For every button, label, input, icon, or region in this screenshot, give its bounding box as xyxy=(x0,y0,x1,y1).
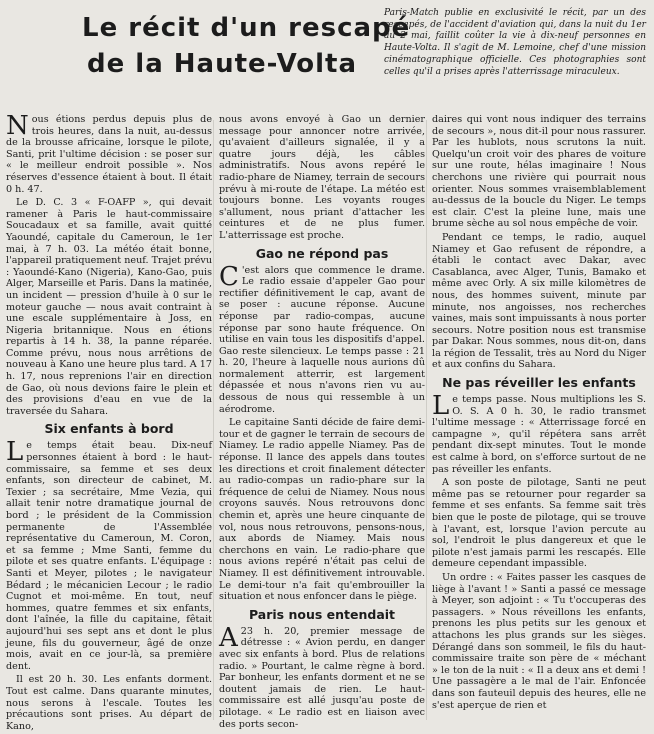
subheading: Paris nous entendait xyxy=(248,606,396,622)
paragraph: A 23 h. 20, premier message de détresse : « Avion perdu, en danger avec six enfants à bord. Plus de relations radio. » Pourtant, le calme règne à bord. Par bonheur, les enfants dorment et ne se doutent jamais de rien. Le haut-commissaire est allé jusqu'au poste de pilotage. « Le radio est en liaison avec des ports secon- xyxy=(219,622,425,730)
column-3 xyxy=(432,114,646,713)
paragraph: A son poste de pilotage, Santi ne peut même pas se retourner pour regarder sa femme et ses enfants. Sa femme sait très bien que le poste de pilotage, qui se trouve à l'avant, est, lorsque l'avion percute au sol, l'endroit le plus dangereux et que le pilote n'est jamais parmi les rescapés. Elle demeure cependant impassible. xyxy=(432,477,646,570)
column-gutter xyxy=(213,120,214,720)
column-gutter xyxy=(426,120,427,720)
column-1 xyxy=(6,111,212,734)
headline-line-1: Le récit d'un rescapé xyxy=(82,13,411,43)
headline-line-2: de la Haute-Volta xyxy=(86,49,358,79)
subheading: Gao ne répond pas xyxy=(255,245,389,261)
paragraph: C 'est alors que commence le drame. Le radio essaie d'appeler Gao pour rectifier définitivement le cap, avant de se poser : aucune réponse. Aucune réponse par radio-compas, aucune réponse par sono haute fréquence. On utilise en vain tous les dispositifs d'appel. Gao reste silencieux. Le temps passe : 21 h. 20, l'heure à laquelle nous aurions dû normalement atterrir, est largement dépassée et nous n'avons rien vu au-dessous de nous qui ressemble à un aérodrome. xyxy=(219,261,425,415)
paragraph: Le temps était beau. Dix-neuf personnes étaient à bord : le haut-commissaire, sa femme et ses deux enfants, son directeur de cabinet, M. Texier ; sa secrétaire, Mme Vezia, qui allait tenir notre dramatique journal de bord ; le président de la Commission permanente de l'Assemblée représentative du Cameroun, M. Coron, et sa femme ; Mme Santi, femme du pilote et ses quatre enfants. L'équipage : Santi et Meyer, pilotes ; le navigateur Bédard ; le mécanicien Lecour ; le radio Cugnot et moi-même. En tout, neuf hommes, quatre femmes et six enfants, dont l'aînée, la fille du capitaine, fêtait aujourd'hui ses sept ans et dont le plus jeune, fils du gouverneur, âgé de onze mois, avait en ce jour-là, sa première dent. xyxy=(6,437,212,672)
paragraph: Le capitaine Santi décide de faire demi-tour et de gagner le terrain de secours de Niamey. Le radio appelle Niamey. Pas de réponse. Il lance des appels dans toutes les directions et croit finalement détecter au radio-compas un radio-phare sur la fréquence de celui de Niamey. Nous nous croyons sauvés. Nous retrouvons donc chemin et, après une heure cinquante de vol, nous nous retrouvons, pensons-nous, aux abords de Niamey. Mais nous cherchons en vain. Le radio-phare que nous avions repéré n'était pas celui de Niamey. Il est définitivement introuvable. Le demi-tour n'a fait qu'embrouiller la situation et nous enfoncer dans le piège. xyxy=(219,417,425,603)
paragraph: Le temps passe. Nous multiplions les S. O. S. A 0 h. 30, le radio transmet l'ultime message : « Atterrissage forcé en campagne », qu'il répétera sans arrêt pendant dix-sept minutes. Tout le monde est calme à bord, on s'efforce surtout de ne pas réveiller les enfants. xyxy=(432,391,646,475)
drop-cap: A xyxy=(219,622,238,653)
paragraph: Nous étions perdus depuis plus de trois heures, dans la nuit, au-dessus de la brousse africaine, lorsque le pilote, Santi, prit l'ultime décision : se poser sur « le meilleur endroit possible ». Nos réserves d'essence étaient à bout. Il était 0 h. 47. xyxy=(6,111,212,195)
drop-cap: N xyxy=(6,111,29,141)
paragraph: Il est 20 h. 30. Les enfants dorment. Tout est calme. Dans quarante minutes, nous serons à l'escale. Toutes les précautions sont prises. Au départ de Kano, xyxy=(6,674,212,732)
subheading: Six enfants à bord xyxy=(44,421,174,437)
column-2 xyxy=(219,114,425,732)
intro-paragraph: Paris-Match publie en exclusivité le récit, par un des rescapés, de l'accident d'aviation qui, dans la nuit du 1er au 2 mai, faillit coûter la vie à dix-neuf personnes en Haute-Volta. Il s'agit de M. Lemoine, chef d'une mission cinématographique officielle. Ces photographies sont celles qu'il a prises après l'atterrissage miraculeux. xyxy=(384,8,646,77)
drop-cap: L xyxy=(6,437,24,468)
drop-cap: L xyxy=(432,391,450,422)
paragraph: Un ordre : « Faites passer les casques de liège à l'avant ! » Santi a passé ce message à Meyer, son adjoint : « Tu t'occuperas des passagers. » Nous réveillons les enfants, prenons les plus petits sur les genoux et attachons les plus grands sur les sièges. Dérangé dans son sommeil, le fils du haut-commissaire traite son père de « méchant » le ton de la nuit : « Il a deux ans et demi ! Une passagère a le mal de l'air. Enfoncée dans son fauteuil depuis des heures, elle ne s'est aperçue de rien et xyxy=(432,571,646,711)
paragraph: Pendant ce temps, le radio, auquel Niamey et Gao refusent de répondre, a établi le contact avec Dakar, avec Casablanca, avec Alger, Tunis, Bamako et même avec Orly. A six mille kilomètres de nous, des hommes suivent, minute par minute, nos angoisses, nos recherches vaines, mais sont impuissants à nous porter secours. Notre position nous est transmise par Dakar. Nous sommes, nous dit-on, dans la région de Tessalit, très au Nord du Niger et aux confins du Sahara. xyxy=(432,231,646,371)
paragraph: Le D. C. 3 « F-OAFP », qui devait ramener à Paris le haut-commissaire Soucadaux et sa famille, avait quitté Yaoundé, capitale du Cameroun, le 1er mai, à 7 h. 03. La météo était bonne, l'appareil pratiquement neuf. Trajet prévu : Yaoundé-Kano (Nigeria), Kano-Gao, puis Alger, Marseille et Paris. Dans la matinée, un incident — pression d'huile à 0 sur le moteur gauche — nous avait contraint à une escale supplémentaire à Joss, en Nigeria britannique. Nous en étions repartis à 14 h. 38, la panne réparée. Comme prévu, nous nous arrêtions de nouveau à Kano une heure plus tard. A 17 h. 17, nous reprenions l'air en direction de Gao, où nous devions faire le plein et des provisions d'eau en vue de la traversée du Sahara. xyxy=(6,197,212,417)
paragraph: daires qui vont nous indiquer des terrains de secours », nous dit-il pour nous rassurer. Par les hublots, nous scrutons la nuit. Quelqu'un croit voir des phares de voiture sur une route, hélas imaginaire ! Nous cherchons une rivière qui pourrait nous orienter. Nous sommes vraisemblablement au-dessus de la boucle du Niger. Le temps est clair. C'est la pleine lune, mais une brume sèche au sol nous empêche de voir. xyxy=(432,114,646,230)
drop-cap: C xyxy=(219,261,239,292)
paragraph: nous avons envoyé à Gao un dernier message pour annoncer notre arrivée, qu'avaient d'ailleurs signalée, il y a quatre jours déjà, les câbles administratifs. Nous avons repéré le radio-phare de Niamey, terrain de secours prévu à mi-route de l'étape. La météo est toujours bonne. Les voyants rouges s'allument, nous priant d'attacher les ceintures et de ne plus fumer. L'atterrissage est proche. xyxy=(219,114,425,241)
article-headline xyxy=(82,10,411,82)
subheading: Ne pas réveiller les enfants xyxy=(442,375,636,391)
